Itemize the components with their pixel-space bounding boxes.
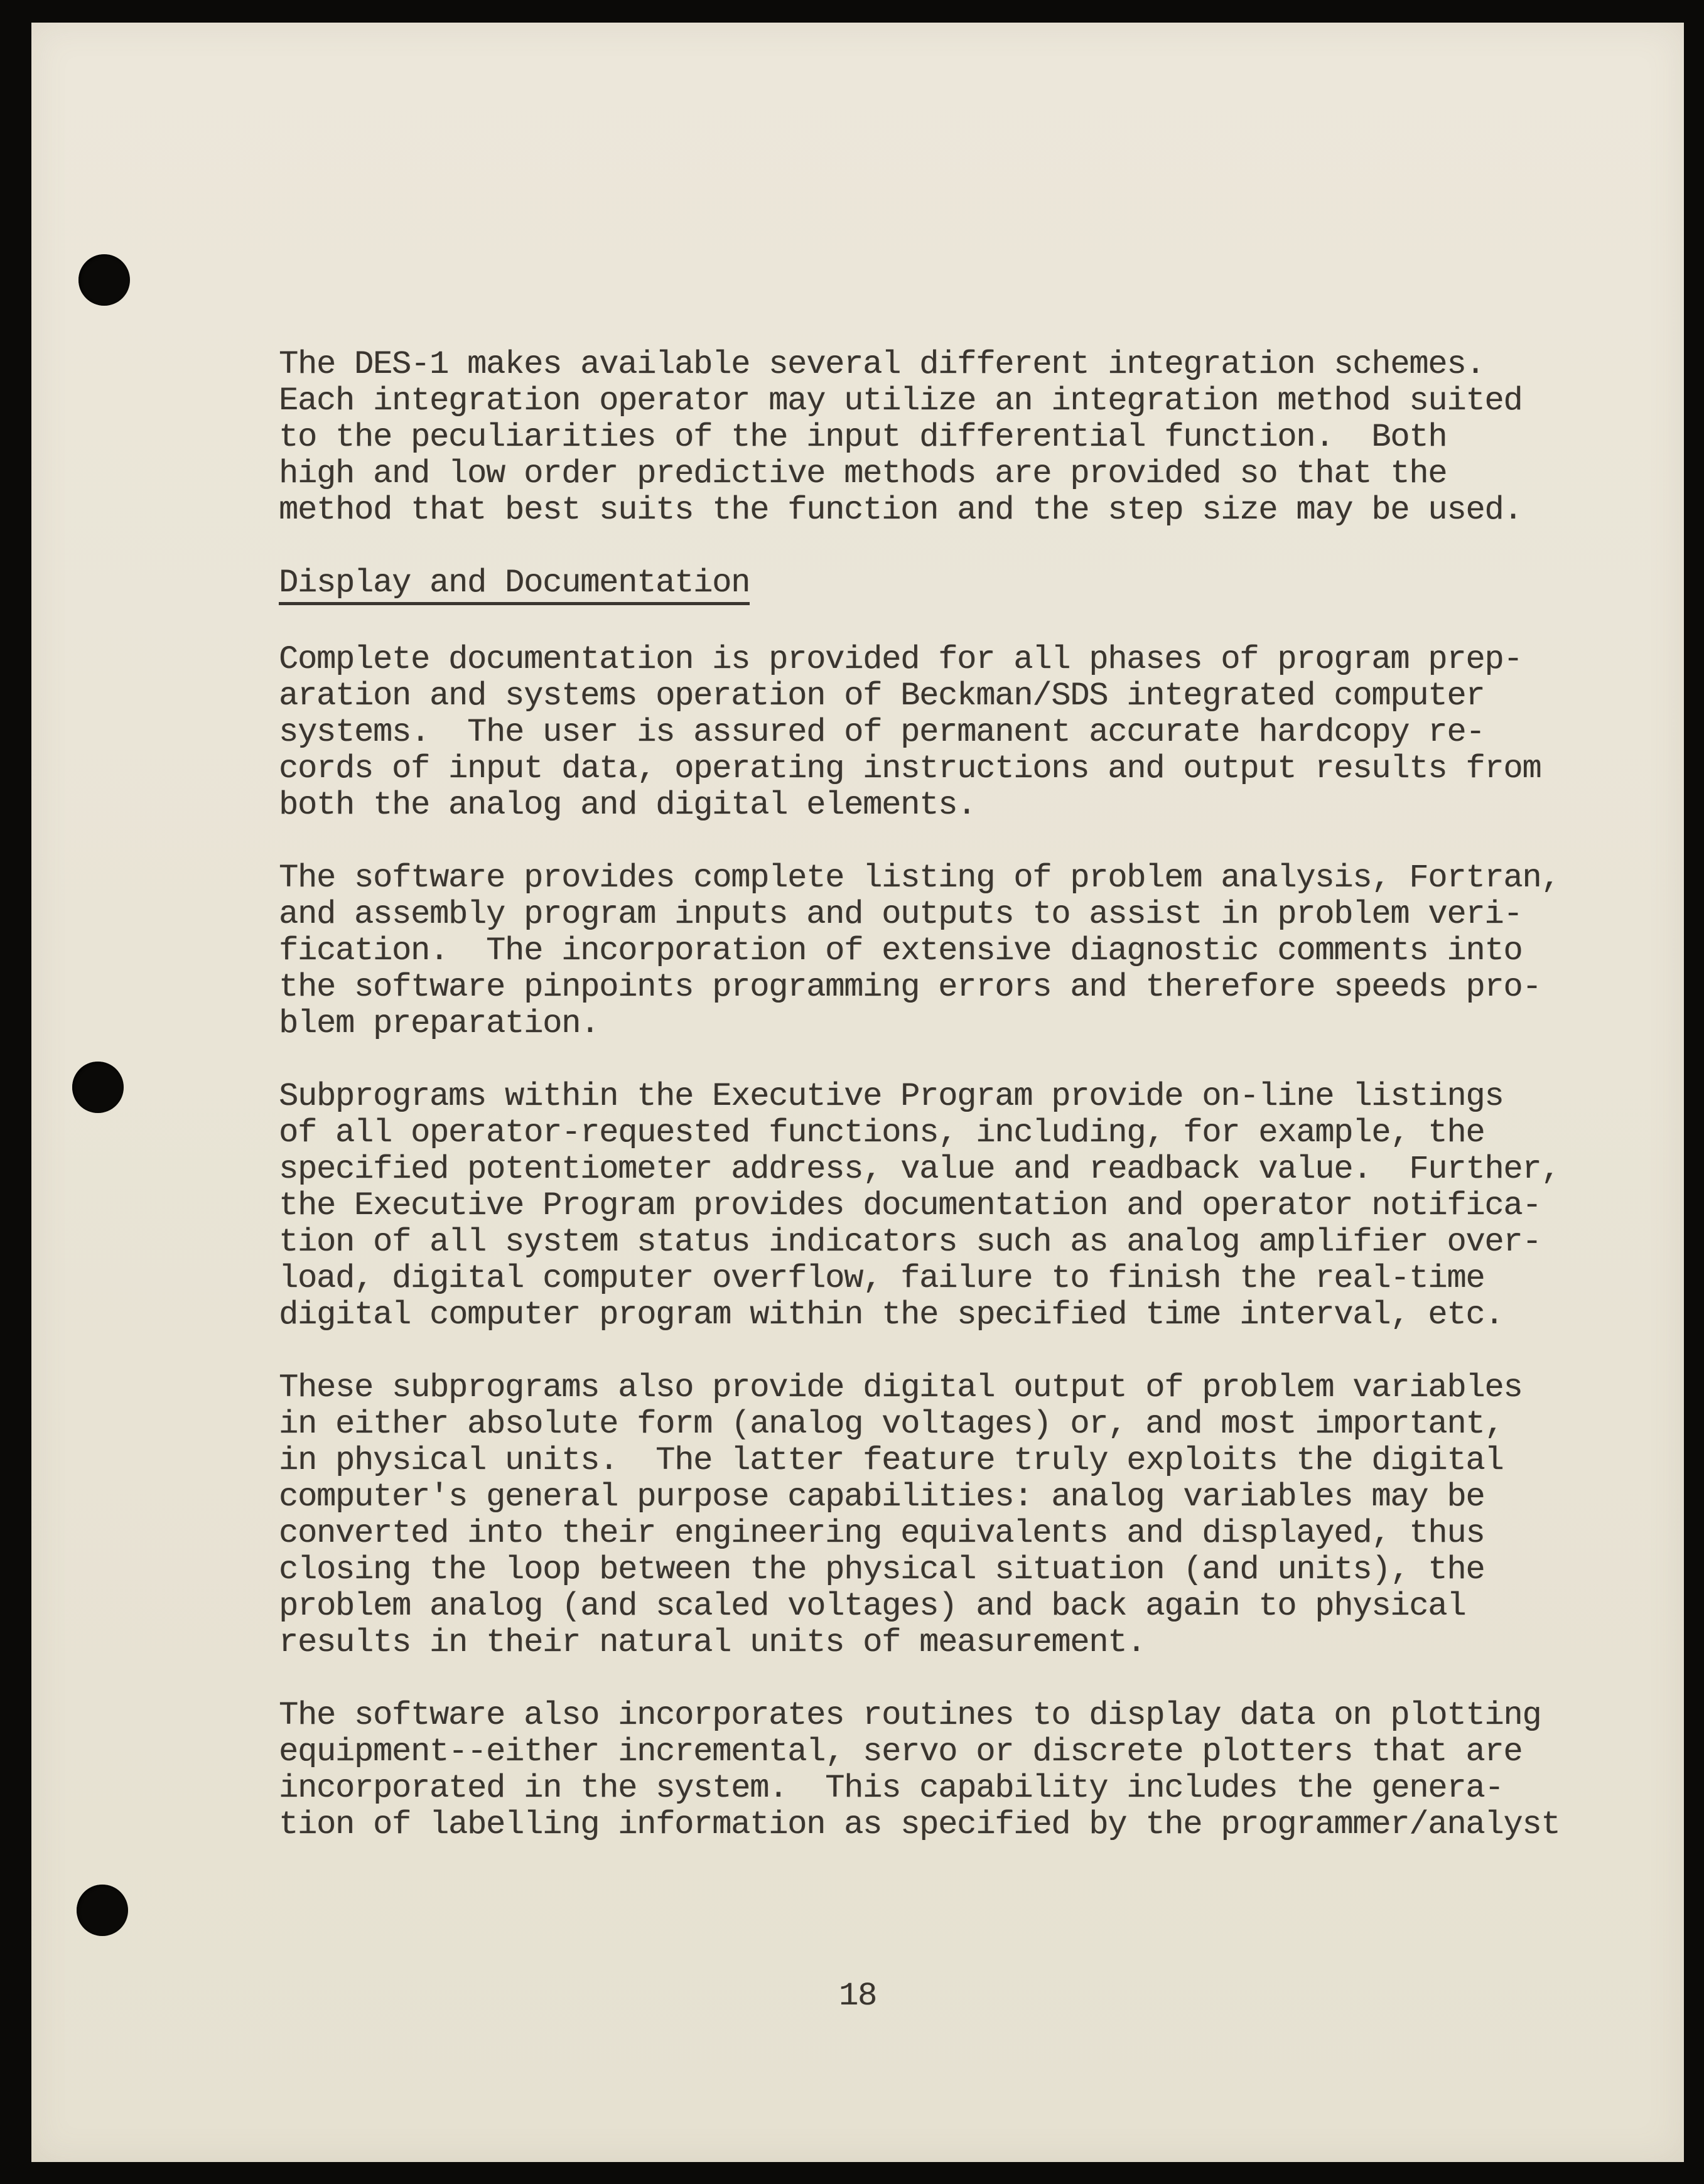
text-line: Each integration operator may utilize an integration method suited xyxy=(279,382,1523,419)
text-line: The software also incorporates routines to display data on plotting xyxy=(279,1697,1541,1734)
document-page xyxy=(31,23,1684,2162)
text-line: the Executive Program provides documentation and operator notifica- xyxy=(279,1187,1541,1224)
text-line: closing the loop between the physical situation (and units), the xyxy=(279,1551,1485,1588)
text-line: cords of input data, operating instructions and output results from xyxy=(279,750,1541,787)
punch-hole-middle xyxy=(72,1062,124,1113)
punch-hole-bottom xyxy=(77,1885,128,1936)
section-heading xyxy=(279,565,1622,605)
text-line: high and low order predictive methods are provided so that the xyxy=(279,455,1447,492)
text-line: results in their natural units of measurement. xyxy=(279,1624,1146,1661)
text-line: incorporated in the system. This capability includes the genera- xyxy=(279,1770,1504,1807)
text-line: problem analog (and scaled voltages) and back again to physical xyxy=(279,1588,1466,1625)
text-line: Complete documentation is provided for all phases of program prep- xyxy=(279,641,1523,678)
text-line: These subprograms also provide digital output of problem variables xyxy=(279,1369,1523,1406)
paragraph xyxy=(279,1697,1622,1843)
text-line: systems. The user is assured of permanent accurate hardcopy re- xyxy=(279,714,1485,751)
text-line: both the analog and digital elements. xyxy=(279,787,976,824)
text-line: digital computer program within the specified time interval, etc. xyxy=(279,1296,1504,1333)
text-line: tion of all system status indicators such as analog amplifier over- xyxy=(279,1224,1541,1261)
paragraph xyxy=(279,860,1622,1042)
text-line: Subprograms within the Executive Program provide on-line listings xyxy=(279,1078,1504,1115)
text-line: method that best suits the function and the step size may be used. xyxy=(279,492,1523,529)
text-line: computer's general purpose capabilities: analog variables may be xyxy=(279,1478,1485,1515)
text-line: to the peculiarities of the input differential function. Both xyxy=(279,419,1447,456)
text-line: tion of labelling information as specified by the programmer/analyst xyxy=(279,1806,1560,1843)
text-line: aration and systems operation of Beckman/SDS integrated computer xyxy=(279,677,1485,714)
text-line: equipment--either incremental, servo or discrete plotters that are xyxy=(279,1733,1523,1770)
text-line: in physical units. The latter feature truly exploits the digital xyxy=(279,1442,1504,1479)
text-line: specified potentiometer address, value and readback value. Further, xyxy=(279,1151,1560,1188)
text-line: load, digital computer overflow, failure to finish the real-time xyxy=(279,1260,1485,1297)
text-line: of all operator-requested functions, including, for example, the xyxy=(279,1114,1485,1151)
page-number: 18 xyxy=(838,1977,876,2015)
text-line: The software provides complete listing of problem analysis, Fortran, xyxy=(279,859,1560,896)
paragraph xyxy=(279,642,1622,824)
text-line: fication. The incorporation of extensive diagnostic comments into xyxy=(279,932,1523,969)
punch-hole-top xyxy=(78,254,130,306)
text-line: The DES-1 makes available several different integration schemes. xyxy=(279,346,1485,383)
text-line: and assembly program inputs and outputs to assist in problem veri- xyxy=(279,896,1523,933)
paragraph xyxy=(279,1370,1622,1661)
text-line: converted into their engineering equivalents and displayed, thus xyxy=(279,1515,1485,1552)
section-heading-text: Display and Documentation xyxy=(279,565,750,605)
text-line: in either absolute form (analog voltages) or, and most important, xyxy=(279,1406,1504,1443)
text-line: the software pinpoints programming errors and therefore speeds pro- xyxy=(279,969,1541,1006)
typewritten-text-block xyxy=(279,347,1622,1880)
paragraph xyxy=(279,1079,1622,1333)
text-line: blem preparation. xyxy=(279,1005,600,1042)
paragraph xyxy=(279,347,1622,529)
